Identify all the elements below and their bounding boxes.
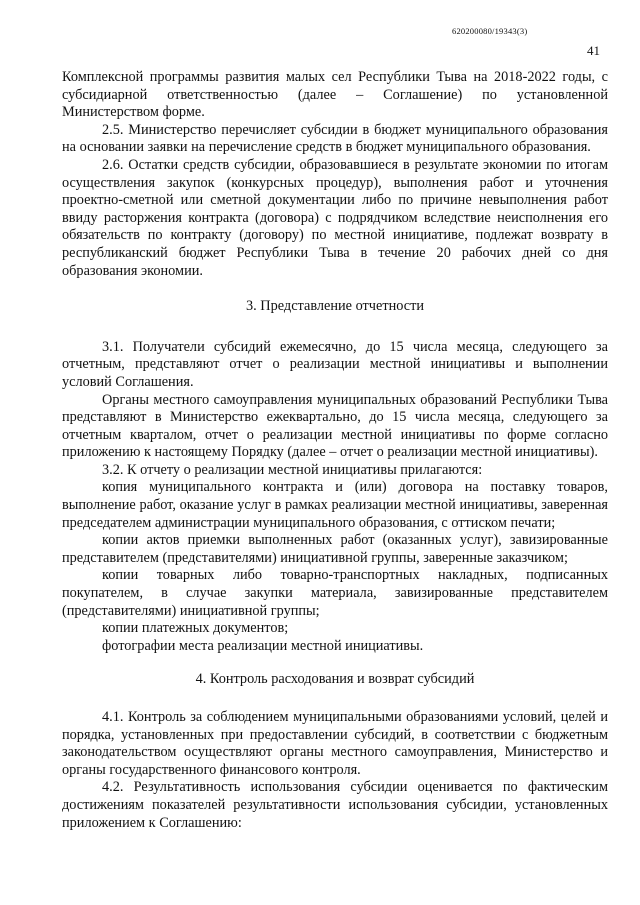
document-body [62, 69, 608, 832]
paragraph-4-1: 4.1. Контроль за соблюдением муниципальными образованиями условий, целей и порядка, установленных при предоставлении субсидий, в соответствии с бюджетным законодательством осуществляют органы местного самоуправления, Министерство и органы государственного финансового контроля. [62, 709, 608, 778]
paragraph-3-1: 3.1. Получатели субсидий ежемесячно, до 15 числа месяца, следующего за отчетным, представляют отчет о реализации местной инициативы и выполнении условий Соглашения. [62, 338, 608, 390]
list-item-acceptance-acts: копии актов приемки выполненных работ (оказанных услуг), завизированные представителем (представителями) инициативной группы, заверенные заказчиком; [62, 532, 608, 566]
paragraph-2-6: 2.6. Остатки средств субсидии, образовавшиеся в результате экономии по итогам осуществления закупок (конкурсных процедур), выполнения работ и уточнения проектно-сметной или сметной документации либо по причине невыполнения работ ввиду расторжения контракта (договора) с подрядчиком вследствие неисполнения его обязательств по контракту (договору) по местной инициативе, подлежат возврату в республиканский бюджет Республики Тыва в течение 20 рабочих дней со дня образования экономии. [62, 156, 608, 279]
paragraph-4-2: 4.2. Результативность использования субсидии оценивается по фактическим достижениям показателей результативности использования субсидии, установленных приложением к Соглашению: [62, 779, 608, 831]
list-item-photos: фотографии места реализации местной инициативы. [102, 637, 424, 654]
paragraph-3-1-local-bodies: Органы местного самоуправления муниципальных образований Республики Тыва представляют в Министерство ежеквартально, до 15 числа месяца, следующего за отчетным кварталом, отчет о реализации местной инициативы по форме согласно приложению к настоящему Порядку (далее – отчет о реализации местной инициативы). [62, 391, 608, 461]
list-item-contract-copy: копия муниципального контракта и (или) договора на поставку товаров, выполнение работ, оказание услуг в рамках реализации местной инициативы, заверенная председателем администрации муниципального образования, с оттиском печати; [62, 479, 608, 531]
paragraph-3-2: 3.2. К отчету о реализации местной инициативы прилагаются: [102, 461, 483, 478]
document-code: 620200080/19343(3) [452, 26, 528, 36]
paragraph-continuation: Комплексной программы развития малых сел Республики Тыва на 2018-2022 годы, с субсидиарной ответственностью (далее – Соглашение) по установленной Министерством форме. [62, 69, 608, 121]
list-item-payment-documents: копии платежных документов; [102, 620, 289, 637]
section-heading-4: 4. Контроль расходования и возврат субсидий [195, 671, 475, 688]
paragraph-2-5: 2.5. Министерство перечисляет субсидии в бюджет муниципального образования на основании заявки на перечисление средств в бюджет муниципального образования. [62, 121, 608, 156]
section-heading-3: 3. Представление отчетности [246, 298, 424, 315]
page-number: 41 [587, 43, 600, 58]
list-item-waybills: копии товарных либо товарно-транспортных накладных, подписанных покупателем, в случае закупки материала, завизированные представителем (представителями) инициативной группы; [62, 567, 608, 619]
